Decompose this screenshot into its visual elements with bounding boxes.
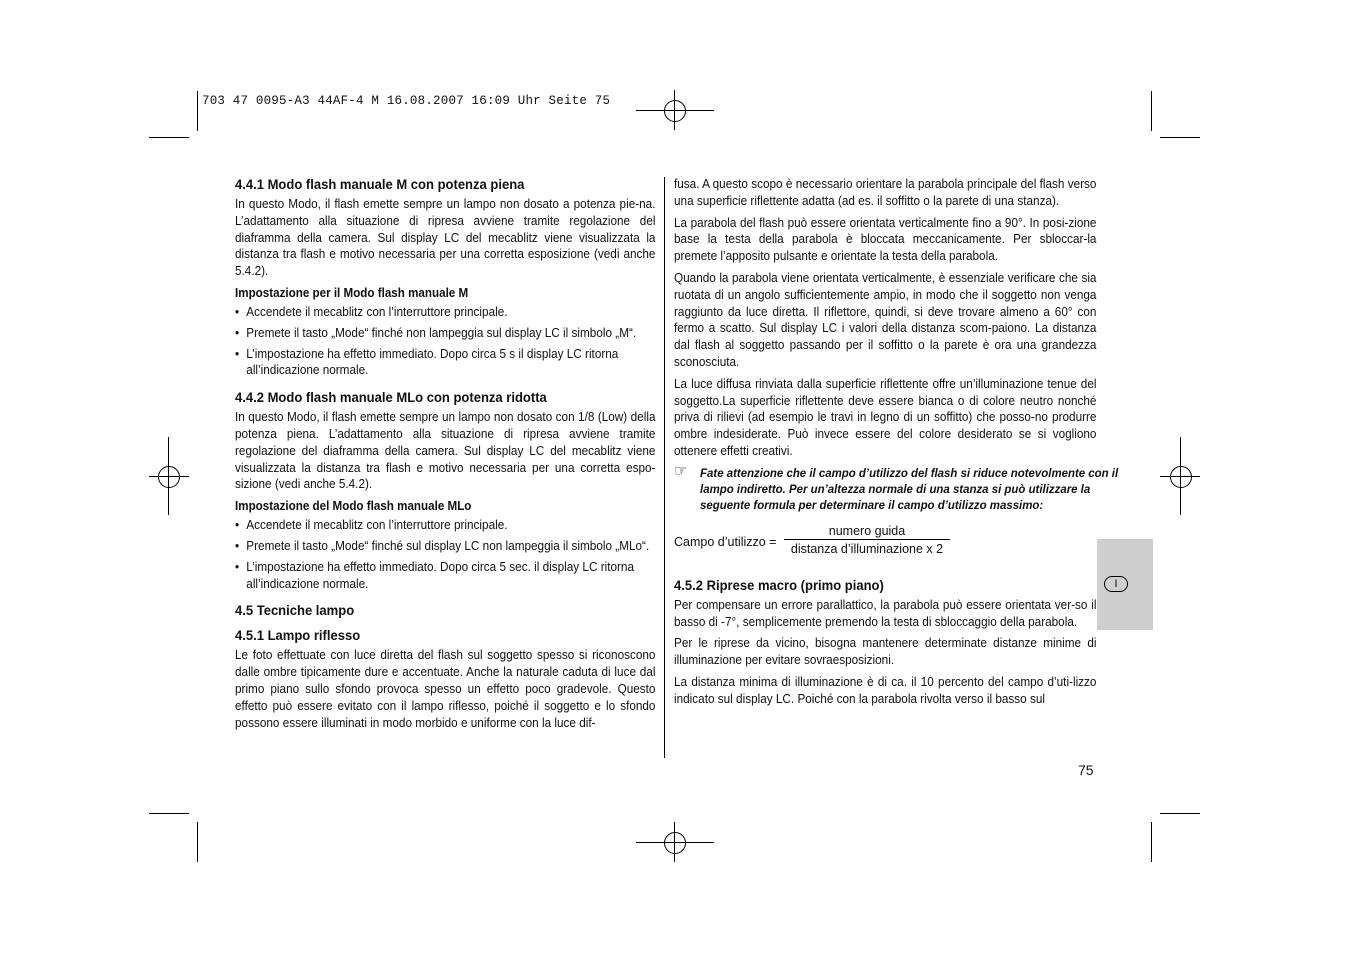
paragraph: Le foto effettuate con luce diretta del flash sul soggetto spesso si riconoscono dalle ombre tipicamente dure e accentuate. Anche la naturale caduta di luce dal primo piano sullo sfondo provoca spesso un effetto poco gradevole. Questo effetto può essere evitato con il lampo riflesso, poiché il soggetto e lo sfondo possono essere illuminati in modo morbido e uniforme con la luce dif-: [235, 648, 656, 730]
right-column: [674, 176, 1119, 713]
registration-circle: [158, 466, 180, 488]
crop-mark: [149, 137, 189, 138]
paragraph: In questo Modo, il flash emette sempre un lampo non dosato con 1/8 (Low) della potenza piena. L’adattamento alla situazione di ripresa avviene tramite regolazione del diaframma della camera. Sul display LC del mecablitz viene visualizzata la distanza tra flash e motivo necessaria per una corretta espo-sizione (vedi anche 5.4.2).: [235, 410, 656, 492]
crop-mark: [1151, 822, 1152, 862]
paragraph: fusa. A questo scopo è necessario orientare la parabola principale del flash verso una superficie riflettente adatta (ad es. il soffitto o la parete di una stanza).: [674, 177, 1097, 208]
paragraph: Quando la parabola viene orientata verticalmente, è essenziale verificare che sia ruotata di un angolo sufficientemente ampio, in modo che il soggetto non venga raggiunto da luce diretta. Il riflettore, quindi, si deve trovare almeno a 60° con fermo a scatto. Sul display LC i valori della distanza scom-paiono. La distanza dal flash al soggetto passando per il soffitto o la parete è ora una grandezza sconosciuta.: [674, 270, 1097, 369]
note-block: [674, 462, 1122, 513]
crop-mark: [1160, 813, 1200, 814]
pointing-hand-icon: ☞: [674, 462, 688, 480]
formula-lhs: Campo d’utilizzo =: [674, 534, 777, 549]
section-title: 4.4.2 Modo flash manuale MLo con potenza ridotta: [235, 389, 547, 406]
paragraph: La parabola del flash può essere orientata verticalmente fino a 90°. In posi-zione base la testa della parabola è bloccata meccanicamente. Per sbloccar-la premete l’apposito pulsante e orientate la testa della parabola.: [674, 215, 1097, 264]
section-title: 4.4.1 Modo flash manuale M con potenza piena: [235, 176, 525, 192]
registration-circle: [1170, 466, 1192, 488]
crop-mark: [197, 91, 198, 131]
crop-mark: [197, 822, 198, 862]
registration-circle: [664, 100, 686, 122]
column-divider: [664, 177, 665, 758]
registration-circle: [664, 832, 686, 854]
subsection-title: Impostazione per il Modo flash manuale M: [235, 285, 469, 300]
paragraph: Per le riprese da vicino, bisogna mantenere determinate distanze minime di illuminazione per evitare sovraesposizioni.: [674, 636, 1097, 668]
subsection-title: Impostazione del Modo flash manuale MLo: [235, 499, 472, 514]
section-title: 4.5 Tecniche lampo: [235, 602, 355, 619]
list-item: • L’impostazione ha effetto immediato. Dopo circa 5 sec. il display LC ritorna all’indicazione normale.: [235, 559, 667, 593]
language-badge: I: [1104, 576, 1128, 592]
formula-denominator: distanza d’illuminazione x 2: [790, 541, 944, 556]
paragraph: La luce diffusa rinviata dalla superficie riflettente offre un’illuminazione tenue del soggetto.La superficie riflettente deve essere bianca o di colore neutro nonché priva di rilievi (ad esempio le travi in legno di un soffitto) che posso-no produrre ombre indesiderate. Può invece essere del colore desiderato se si vogliono ottenere effetti creativi.: [674, 376, 1097, 458]
list-item: • Premete il tasto „Mode“ finché sul display LC non lampeggia il simbolo „MLo“.: [235, 538, 667, 555]
crop-mark: [1160, 137, 1200, 138]
section-title: 4.5.1 Lampo riflesso: [235, 627, 361, 644]
page-number: 75: [1078, 762, 1094, 778]
note-text: Fate attenzione che il campo d’utilizzo del flash si riduce notevolmente con il lampo indiretto. Per un’altezza normale di una stanza si può utilizzare la seguente formula per determinare il campo d’utilizzo massimo:: [700, 465, 1119, 512]
paragraph: In questo Modo, il flash emette sempre un lampo non dosato a potenza pie-na. L’adattamento alla situazione di ripresa avviene tramite regolazione del diaframma della camera. Sul display LC del mecablitz viene visualizzata la distanza tra flash e motivo necessaria per una corretta esposizione (vedi anche 5.4.2).: [235, 197, 656, 279]
section-title: 4.5.2 Riprese macro (primo piano): [674, 576, 884, 593]
formula-numerator: numero guida: [784, 524, 950, 540]
crop-mark: [1151, 91, 1152, 131]
print-slug: 703 47 0095-A3 44AF-4 M 16.08.2007 16:09 Uhr Seite 75: [202, 94, 611, 108]
list-item: • Premete il tasto „Mode“ finché non lampeggia sul display LC il simbolo „M“.: [235, 325, 667, 342]
formula: [674, 523, 1098, 563]
paragraph: La distanza minima di illuminazione è di ca. il 10 percento del campo d’uti-lizzo indicato sul display LC. Poiché con la parabola rivolta verso il basso sul: [674, 674, 1097, 706]
paragraph: Per compensare un errore parallattico, la parabola può essere orientata ver-so il basso di -7°, semplicemente premendo la testa di sbloccaggio della parabola.: [674, 597, 1097, 629]
left-column: [235, 176, 657, 736]
list-item: • L’impostazione ha effetto immediato. Dopo circa 5 s il display LC ritorna all’indicazione normale.: [235, 346, 667, 380]
list-item: • Accendete il mecablitz con l’interruttore principale.: [235, 304, 667, 321]
list-item: • Accendete il mecablitz con l’interruttore principale.: [235, 517, 667, 534]
crop-mark: [149, 813, 189, 814]
